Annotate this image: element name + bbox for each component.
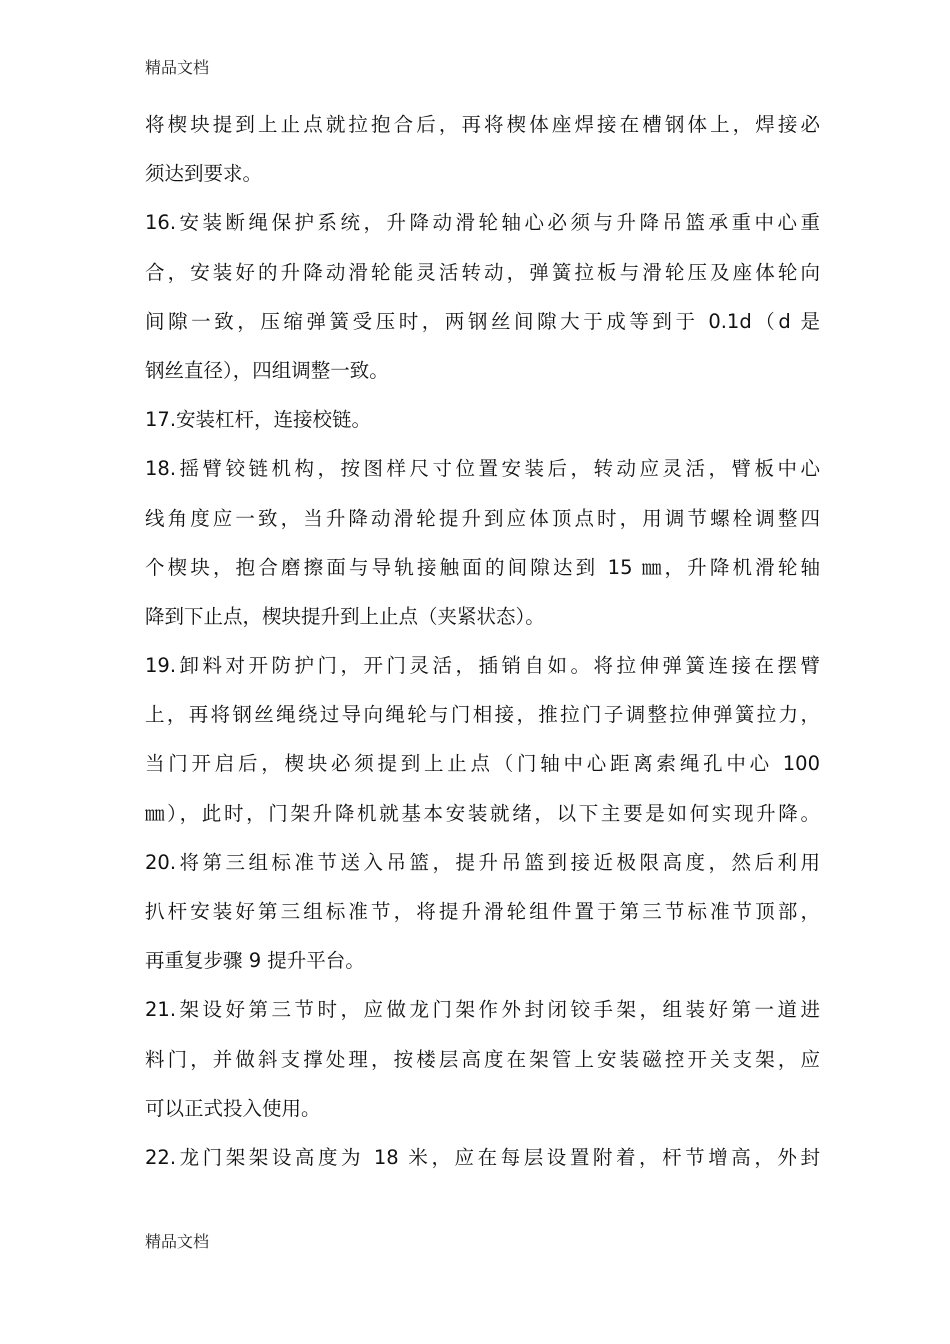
- text-line: 可以正式投入使用。: [145, 1096, 321, 1120]
- text-line: 16.安装断绳保护系统，升降动滑轮轴心必须与升降吊篮承重中心重: [145, 211, 820, 235]
- text-line: 间隙一致，压缩弹簧受压时，两钢丝间隙大于成等到于 0.1d（d 是: [145, 309, 820, 333]
- text-line: 当门开启后，楔块必须提到上止点（门轴中心距离索绳孔中心 100: [145, 752, 820, 776]
- text-line: 20.将第三组标准节送入吊篮，提升吊篮到接近极限高度，然后利用: [145, 850, 820, 874]
- text-line: 21.架设好第三节时，应做龙门架作外封闭铰手架，组装好第一道进: [145, 998, 820, 1022]
- text-line: 再重复步骤 9 提升平台。: [145, 949, 365, 973]
- text-line: 个楔块，抱合磨擦面与导轨接触面的间隙达到 15 ㎜，升降机滑轮轴: [145, 555, 820, 579]
- text-line: 将楔块提到上止点就拉抱合后，再将楔体座焊接在槽钢体上，焊接必: [145, 113, 820, 136]
- text-line: 降到下止点，楔块提升到上止点（夹紧状态）。: [145, 604, 545, 628]
- page-header: 精品文档: [145, 58, 210, 77]
- text-line: 扒杆安装好第三组标准节，将提升滑轮组件置于第三节标准节顶部，: [145, 900, 820, 923]
- text-line: 须达到要求。: [145, 162, 263, 186]
- text-line: 19.卸料对开防护门，开门灵活，插销自如。将拉伸弹簧连接在摆臂: [145, 654, 820, 678]
- text-line: ㎜），此时，门架升降机就基本安装就绪，以下主要是如何实现升降。: [145, 801, 820, 825]
- body-text: [145, 100, 820, 1182]
- text-line: 料门，并做斜支撑处理，按楼层高度在架管上安装磁控开关支架，应: [145, 1047, 820, 1071]
- text-line: 上，再将钢丝绳绕过导向绳轮与门相接，推拉门子调整拉伸弹簧拉力，: [145, 703, 820, 727]
- text-line: 线角度应一致，当升降动滑轮提升到应体顶点时，用调节螺栓调整四: [145, 506, 820, 530]
- text-line: 18.摇臂铰链机构，按图样尺寸位置安装后，转动应灵活，臂板中心: [145, 457, 820, 481]
- text-line: 17.安装杠杆，连接校链。: [145, 408, 372, 432]
- text-line: 钢丝直径），四组调整一致。: [145, 358, 389, 382]
- page-footer: 精品文档: [145, 1232, 210, 1251]
- text-line: 合，安装好的升降动滑轮能灵活转动，弹簧拉板与滑轮压及座体轮向: [145, 260, 820, 284]
- text-line: 22.龙门架架设高度为 18 米，应在每层设置附着，杆节增高，外封: [145, 1145, 820, 1169]
